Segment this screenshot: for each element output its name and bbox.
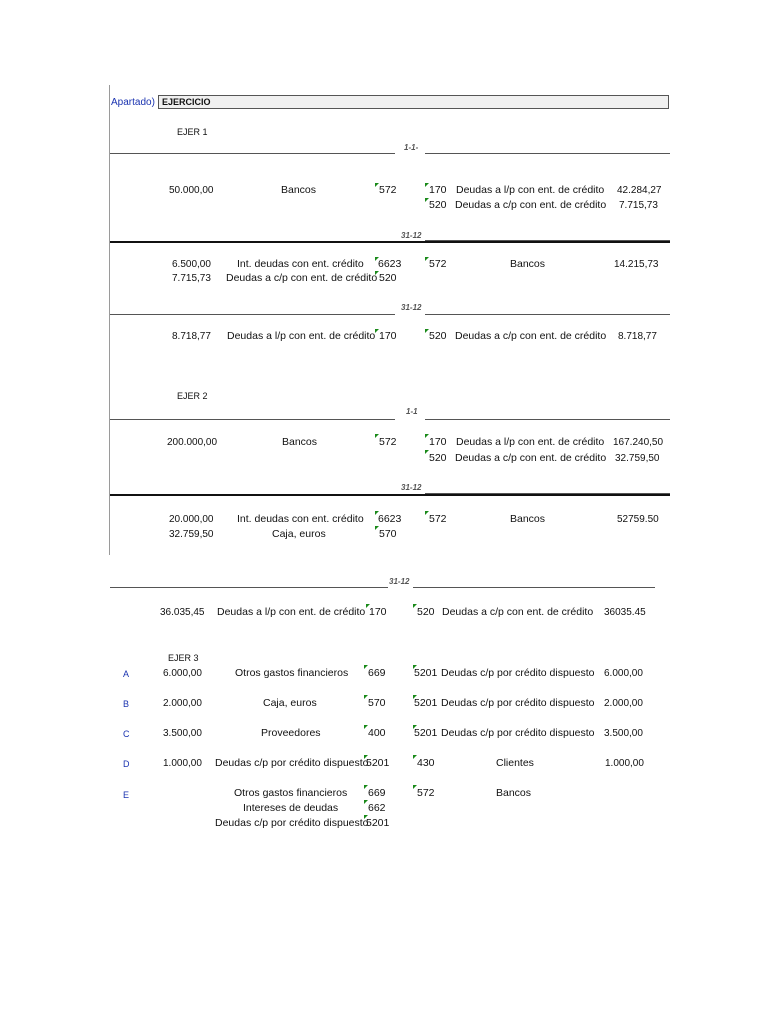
ejer2-e3-haber-account: Deudas a c/p con ent. de crédito	[442, 606, 594, 618]
ejer1-e2-debe-amount-1: 6.500,00	[172, 259, 211, 270]
ejer2-e2-haber-code: 572	[429, 513, 447, 525]
separator	[110, 241, 670, 243]
ejer1-e2-debe-account-1: Int. deudas con ent. crédito	[237, 258, 364, 270]
ejer1-e1-debe-amount: 50.000,00	[169, 185, 214, 196]
ejer2-e2-haber-amount: 52759.50	[617, 514, 659, 525]
ejer1-e1-haber-account-1: Deudas a l/p con ent. de crédito	[456, 184, 605, 196]
ejer2-e3-debe-code: 170	[369, 606, 387, 618]
separator	[413, 587, 655, 588]
ejercicio-header: EJERCICIO	[158, 95, 669, 109]
ejer3-row-amount: 1.000,00	[163, 758, 202, 769]
row-letter: A	[123, 669, 130, 679]
ejer1-e3-debe-account: Deudas a l/p con ent. de crédito	[227, 330, 376, 342]
ejer3-row-amount: 6.000,00	[163, 668, 202, 679]
row-letter: D	[123, 759, 130, 769]
ejer3-e-code-2: 662	[368, 802, 386, 814]
separator	[110, 419, 395, 420]
separator	[425, 419, 670, 420]
ejer3-row-code: 5201	[366, 757, 390, 769]
ejer2-e1-debe-amount: 200.000,00	[167, 437, 218, 448]
ejer2-e3-debe-account: Deudas a l/p con ent. de crédito	[217, 606, 366, 618]
ejer3-e-haber-account: Bancos	[496, 787, 532, 799]
ejer2-e3-haber-amount: 36035.45	[604, 607, 646, 618]
ejer1-e2-debe-code-2: 520	[379, 272, 397, 284]
ejer2-e1-haber-code-1: 170	[429, 436, 447, 448]
ejer3-e-account-2: Intereses de deudas	[243, 802, 339, 814]
ejer2-e1-haber-account-1: Deudas a l/p con ent. de crédito	[456, 436, 605, 448]
ejer1-e3-haber-amount: 8.718,77	[618, 331, 657, 342]
ejer2-date-2: 31-12	[401, 483, 422, 492]
ejer3-e-code-3: 5201	[366, 817, 390, 829]
separator	[110, 153, 395, 154]
ejer1-e2-debe-code-1: 6623	[378, 258, 402, 270]
ejer3-row-account: Otros gastos financieros	[235, 667, 349, 679]
ejer3-row-haber-code: 5201	[414, 727, 438, 739]
ejer2-e2-debe-code-2: 570	[379, 528, 397, 540]
ejer3-row-haber-account: Deudas c/p por crédito dispuesto	[441, 727, 595, 739]
ejer3-row-haber-amount: 2.000,00	[604, 698, 643, 709]
ejer1-e1-haber-code-1: 170	[429, 184, 447, 196]
ejer1-e1-haber-account-2: Deudas a c/p con ent. de crédito	[455, 199, 607, 211]
row-letter: B	[123, 699, 130, 709]
ejer2-date-1: 1-1	[406, 407, 418, 416]
ejer3-row-haber-account: Deudas c/p por crédito dispuesto	[441, 667, 595, 679]
row-letter: C	[123, 729, 130, 739]
ejer2-e1-haber-amount-1: 167.240,50	[613, 437, 664, 448]
ejer3-row-haber-code: 430	[417, 757, 435, 769]
separator	[425, 314, 670, 315]
ejer3-row-account: Proveedores	[261, 727, 321, 739]
separator	[110, 314, 395, 315]
ejer1-e1-debe-code: 572	[379, 184, 397, 196]
ejer1-e3-debe-amount: 8.718,77	[172, 331, 211, 342]
ejer3-row-haber-code: 5201	[414, 697, 438, 709]
ejer2-e2-debe-code-1: 6623	[378, 513, 402, 525]
separator	[110, 494, 670, 496]
ejer3-e-account-1: Otros gastos financieros	[234, 787, 348, 799]
ejer3-row-haber-code: 5201	[414, 667, 438, 679]
ejer3-title: EJER 3	[168, 653, 199, 663]
ejer3-e-code-1: 669	[368, 787, 386, 799]
ejer3-row-account: Caja, euros	[263, 697, 317, 709]
separator	[110, 587, 388, 588]
ejer2-title: EJER 2	[177, 391, 208, 401]
ejer2-date-3: 31-12	[389, 577, 410, 586]
ejer1-e2-debe-account-2: Deudas a c/p con ent. de crédito	[226, 272, 378, 284]
ejer1-e1-haber-amount-2: 7.715,73	[619, 200, 658, 211]
ejer1-date-2: 31-12	[401, 231, 422, 240]
ejer1-e1-haber-code-2: 520	[429, 199, 447, 211]
ejer1-title: EJER 1	[177, 127, 208, 137]
ejer1-date-3: 31-12	[401, 303, 422, 312]
ejer2-e1-haber-amount-2: 32.759,50	[615, 453, 660, 464]
ejer3-row-code: 669	[368, 667, 386, 679]
ejer1-e2-haber-account: Bancos	[510, 258, 546, 270]
ejer1-e2-haber-code: 572	[429, 258, 447, 270]
ejer3-row-account: Deudas c/p por crédito dispuesto	[215, 757, 369, 769]
ejer2-e2-debe-account-2: Caja, euros	[272, 528, 326, 540]
ejer3-row-amount: 3.500,00	[163, 728, 202, 739]
ejer3-row-haber-amount: 6.000,00	[604, 668, 643, 679]
ejer1-e2-haber-amount: 14.215,73	[614, 259, 659, 270]
ejer3-e-haber-code: 572	[417, 787, 435, 799]
ejer3-row-haber-amount: 1.000,00	[605, 758, 644, 769]
row-letter: E	[123, 790, 130, 800]
ejer3-row-amount: 2.000,00	[163, 698, 202, 709]
ejer1-e1-debe-account: Bancos	[281, 184, 317, 196]
left-border-line	[109, 85, 110, 555]
ejer2-e1-debe-account: Bancos	[282, 436, 318, 448]
ejer2-e2-debe-amount-2: 32.759,50	[169, 529, 214, 540]
ejer3-row-code: 570	[368, 697, 386, 709]
ejer3-row-haber-amount: 3.500,00	[604, 728, 643, 739]
ejer3-e-account-3: Deudas c/p por crédito dispuesto	[215, 817, 369, 829]
ejer3-row-code: 400	[368, 727, 386, 739]
separator	[425, 153, 670, 154]
ejer2-e2-haber-account: Bancos	[510, 513, 546, 525]
ejer2-e3-debe-amount: 36.035,45	[160, 607, 205, 618]
ejer2-e2-debe-amount-1: 20.000,00	[169, 514, 214, 525]
ejer2-e1-debe-code: 572	[379, 436, 397, 448]
apartado-label: Apartado)	[111, 97, 155, 108]
ejer2-e2-debe-account-1: Int. deudas con ent. crédito	[237, 513, 364, 525]
ejer1-e2-debe-amount-2: 7.715,73	[172, 273, 211, 284]
ejer1-date-1: 1-1-	[404, 143, 419, 152]
ejer2-e1-haber-code-2: 520	[429, 452, 447, 464]
ejer2-e3-haber-code: 520	[417, 606, 435, 618]
ejer1-e3-debe-code: 170	[379, 330, 397, 342]
ejer3-row-haber-account: Clientes	[496, 757, 534, 769]
ejer3-row-haber-account: Deudas c/p por crédito dispuesto	[441, 697, 595, 709]
ejer1-e1-haber-amount-1: 42.284,27	[617, 185, 662, 196]
ejer1-e3-haber-code: 520	[429, 330, 447, 342]
ejer1-e3-haber-account: Deudas a c/p con ent. de crédito	[455, 330, 607, 342]
ejer2-e1-haber-account-2: Deudas a c/p con ent. de crédito	[455, 452, 607, 464]
